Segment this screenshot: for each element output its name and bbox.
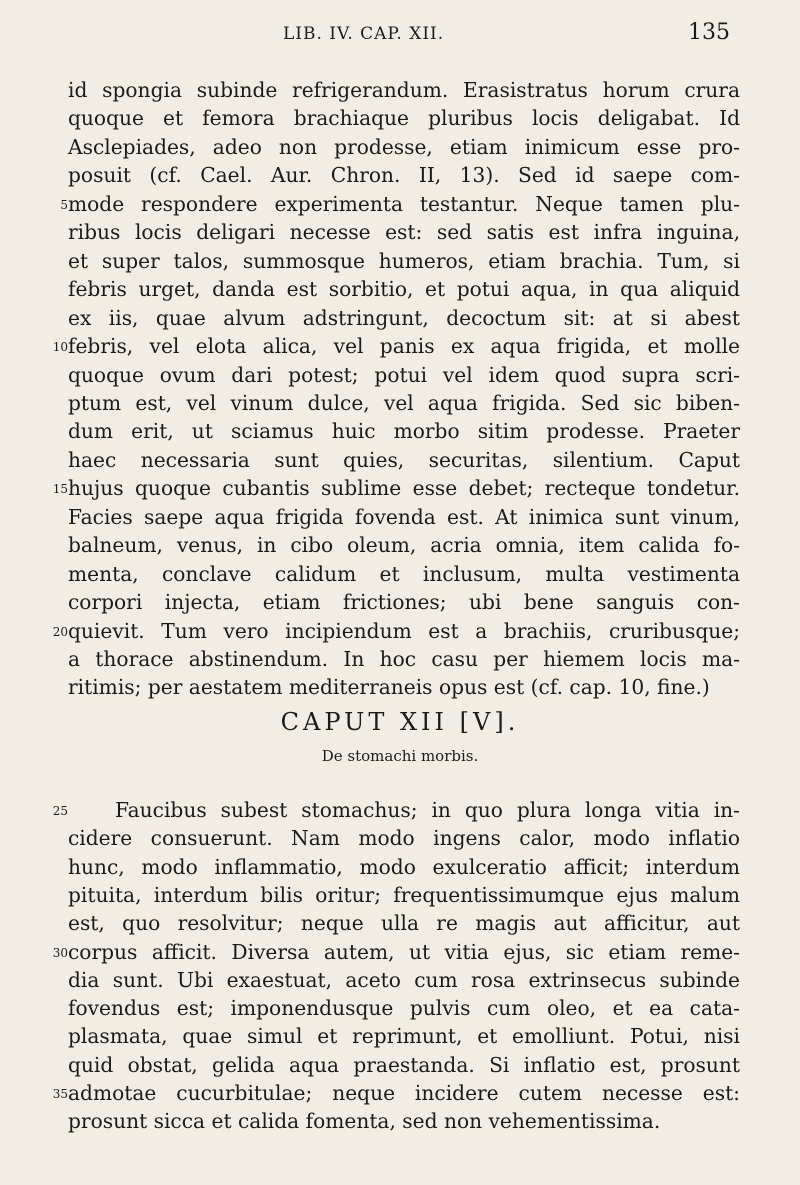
text-line xyxy=(0,275,800,303)
page-number: 135 xyxy=(688,20,730,45)
line-text: quid obstat, gelida aqua praestanda. Si inflatio est, prosunt xyxy=(68,1052,740,1077)
text-line xyxy=(0,881,800,909)
text-line xyxy=(0,909,800,937)
text-line xyxy=(0,76,800,104)
running-head: LIB. IV. CAP. XII. xyxy=(283,24,445,44)
text-line xyxy=(0,332,800,360)
text-line xyxy=(0,824,800,852)
line-text: quievit. Tum vero incipiendum est a brachiis, cruribusque; xyxy=(68,618,740,643)
text-line xyxy=(0,531,800,559)
line-text: ritimis; per aestatem mediterraneis opus est (cf. cap. 10, fine.) xyxy=(68,675,710,700)
line-number: 10 xyxy=(52,340,68,355)
line-text: quoque et femora brachiaque pluribus locis deligabat. Id xyxy=(68,106,740,131)
line-text: posuit (cf. Cael. Aur. Chron. II, 13). Sed id saepe com- xyxy=(68,163,740,188)
line-text: Facies saepe aqua frigida fovenda est. At inimica sunt vinum, xyxy=(68,504,740,529)
text-line xyxy=(0,389,800,417)
chapter-subheading: De stomachi morbis. xyxy=(321,747,479,765)
line-text: dia sunt. Ubi exaestuat, aceto cum rosa extrinsecus subinde xyxy=(68,967,740,992)
line-number: 20 xyxy=(52,624,68,639)
line-number: 5 xyxy=(60,197,68,212)
line-text: haec necessaria sunt quies, securitas, silentium. Caput xyxy=(68,447,740,472)
chapter-heading: CAPUT XII [V]. xyxy=(280,708,520,736)
line-text: et super talos, summosque humeros, etiam brachia. Tum, si xyxy=(68,248,740,273)
line-text: est, quo resolvitur; neque ulla re magis aut afficitur, aut xyxy=(68,911,740,936)
line-number: 15 xyxy=(52,482,68,497)
text-line xyxy=(0,161,800,189)
line-text: Asclepiades, adeo non prodesse, etiam inimicum esse pro- xyxy=(68,134,740,159)
line-text: Faucibus subest stomachus; in quo plura longa vitia in- xyxy=(115,798,740,822)
line-text: fovendus est; imponendusque pulvis cum oleo, et ea cata- xyxy=(68,996,740,1021)
text-line xyxy=(0,1079,800,1107)
page-header xyxy=(0,20,800,48)
text-line xyxy=(0,1051,800,1079)
text-line xyxy=(0,994,800,1022)
text-line xyxy=(0,966,800,994)
line-text: hujus quoque cubantis sublime esse debet; recteque tondetur. xyxy=(68,476,740,501)
text-line xyxy=(0,853,800,881)
line-number: 35 xyxy=(52,1087,68,1101)
line-text: plasmata, quae simul et reprimunt, et emolliunt. Potui, nisi xyxy=(68,1024,740,1049)
line-text: cidere consuerunt. Nam modo ingens calor, modo inflatio xyxy=(68,826,740,851)
text-line xyxy=(0,1022,800,1050)
text-line xyxy=(0,617,800,645)
line-text: corpus afficit. Diversa autem, ut vitia ejus, sic etiam reme- xyxy=(68,939,740,964)
line-text: prosunt sicca et calida fomenta, sed non vehementissima. xyxy=(68,1109,661,1134)
line-number: 25 xyxy=(52,804,68,818)
text-line xyxy=(0,190,800,218)
line-text: menta, conclave calidum et inclusum, multa vestimenta xyxy=(68,561,740,586)
text-line xyxy=(0,938,800,966)
line-text: ptum est, vel vinum dulce, vel aqua frigida. Sed sic biben- xyxy=(68,390,740,415)
text-line xyxy=(0,218,800,246)
line-text: balneum, venus, in cibo oleum, acria omnia, item calida fo- xyxy=(68,533,740,558)
text-line xyxy=(0,446,800,474)
text-line xyxy=(0,588,800,616)
line-text: quoque ovum dari potest; potui vel idem quod supra scri- xyxy=(68,362,740,387)
line-text: ribus locis deligari necesse est: sed satis est infra inguina, xyxy=(68,220,740,245)
line-text: dum erit, ut sciamus huic morbo sitim prodesse. Praeter xyxy=(68,419,740,444)
line-text: admotae cucurbitulae; neque incidere cutem necesse est: xyxy=(68,1081,740,1105)
text-line xyxy=(0,247,800,275)
text-line xyxy=(0,1107,800,1135)
text-line xyxy=(0,503,800,531)
text-line xyxy=(0,645,800,673)
line-text: mode respondere experimenta testantur. Neque tamen plu- xyxy=(68,191,740,216)
text-line xyxy=(0,133,800,161)
line-number: 30 xyxy=(52,945,68,960)
text-line xyxy=(0,361,800,389)
line-text: a thorace abstinendum. In hoc casu per hiemem locis ma- xyxy=(68,647,740,671)
text-line xyxy=(0,417,800,445)
text-line xyxy=(0,474,800,502)
line-text: corpori injecta, etiam frictiones; ubi bene sanguis con- xyxy=(68,590,740,615)
line-text: febris, vel elota alica, vel panis ex aqua frigida, et molle xyxy=(68,334,740,359)
text-line xyxy=(0,796,800,824)
text-line xyxy=(0,560,800,588)
line-text: ex iis, quae alvum adstringunt, decoctum sit: at si abest xyxy=(68,305,740,330)
line-text: hunc, modo inflammatio, modo exulceratio afficit; interdum xyxy=(68,854,740,879)
line-text: id spongia subinde refrigerandum. Erasistratus horum crura xyxy=(68,78,740,102)
line-text: pituita, interdum bilis oritur; frequentissimumque ejus malum xyxy=(68,882,740,907)
text-line xyxy=(0,104,800,132)
text-line xyxy=(0,673,800,701)
text-line xyxy=(0,304,800,332)
line-text: febris urget, danda est sorbitio, et potui aqua, in qua aliquid xyxy=(68,277,740,302)
